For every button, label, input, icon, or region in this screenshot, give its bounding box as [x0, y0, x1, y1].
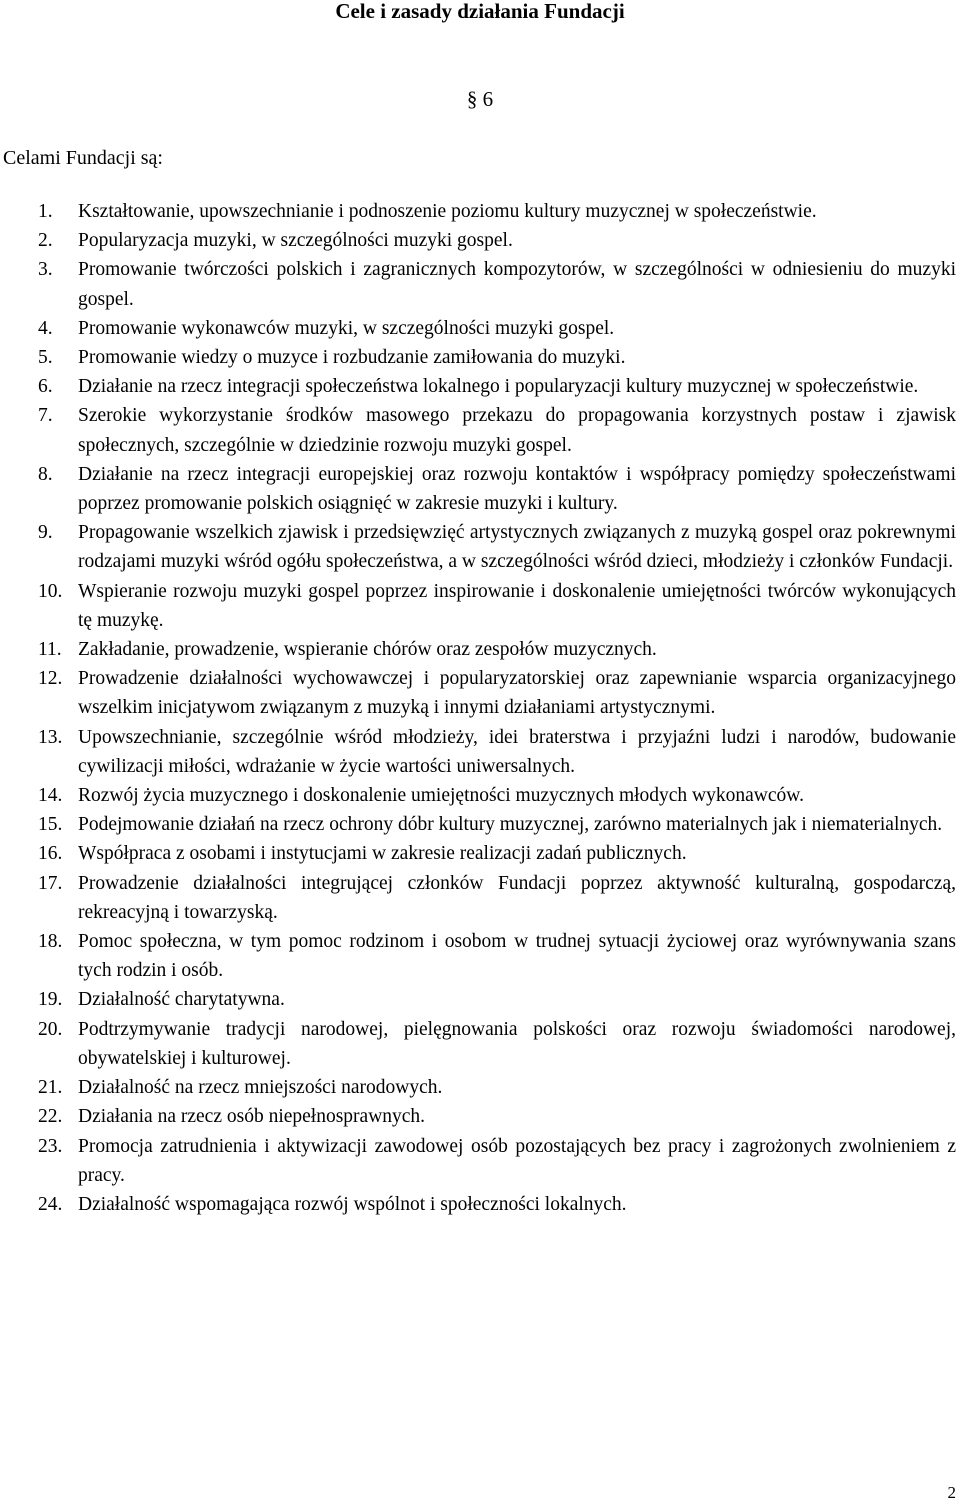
item-text: Promowanie twórczości polskich i zagranicznych kompozytorów, w szczególności w odniesieniu do muzyki gospel. — [78, 259, 956, 310]
item-text: Działania na rzecz osób niepełnosprawnych. — [78, 1106, 426, 1128]
item-number: 3. — [38, 259, 53, 281]
item-number: 6. — [38, 376, 53, 398]
list-item — [0, 314, 960, 343]
item-text: Wspieranie rozwoju muzyki gospel poprzez inspirowanie i doskonalenie umiejętności twórców wykonujących tę muzykę. — [78, 580, 956, 631]
intro-text: Celami Fundacji są: — [3, 147, 163, 169]
item-number: 23. — [38, 1135, 63, 1157]
list-item — [0, 810, 960, 839]
item-text: Działalność charytatywna. — [78, 989, 285, 1011]
item-number: 18. — [38, 931, 63, 953]
item-text: Promowanie wiedzy o muzyce i rozbudzanie zamiłowania do muzyki. — [78, 347, 626, 369]
list-item — [0, 869, 960, 927]
item-number: 12. — [38, 668, 63, 690]
list-item — [0, 372, 960, 401]
item-text: Działalność wspomagająca rozwój wspólnot i społeczności lokalnych. — [78, 1193, 627, 1215]
list-item — [0, 839, 960, 868]
item-number: 14. — [38, 785, 63, 807]
item-number: 5. — [38, 347, 53, 369]
page-number: 2 — [947, 1483, 956, 1502]
item-text: Działanie na rzecz integracji społeczeństwa lokalnego i popularyzacji kultury muzycznej w społeczeństwie. — [78, 376, 919, 398]
item-number: 1. — [38, 201, 53, 222]
item-text: Promocja zatrudnienia i aktywizacji zawodowej osób pozostających bez pracy i zagrożonych zwolnieniem z pracy. — [78, 1135, 956, 1186]
item-text: Upowszechnianie, szczególnie wśród młodzieży, idei braterstwa i przyjaźni ludzi i narodów, budowanie cywilizacji miłości, wdrażanie w życie wartości uniwersalnych. — [78, 726, 956, 777]
list-item — [0, 1102, 960, 1131]
item-number: 15. — [38, 814, 63, 836]
item-text: Propagowanie wszelkich zjawisk i przedsięwzięć artystycznych związanych z muzyką gospel oraz pokrewnymi rodzajami muzyki wśród ogółu społeczeństwa, a w szczególności wśród dzieci, młodzieży i członków Fundacji. — [78, 522, 956, 573]
item-number: 11. — [38, 639, 62, 661]
item-number: 16. — [38, 843, 63, 865]
item-number: 13. — [38, 726, 63, 748]
document-title: Cele i zasady działania Fundacji — [335, 0, 625, 23]
item-text: Popularyzacja muzyki, w szczególności muzyki gospel. — [78, 230, 513, 252]
item-text: Działalność na rzecz mniejszości narodowych. — [78, 1077, 443, 1099]
item-number: 20. — [38, 1018, 63, 1040]
item-number: 8. — [38, 463, 53, 485]
section-number: § 6 — [466, 87, 494, 111]
list-item — [0, 197, 960, 226]
item-text: Działanie na rzecz integracji europejskiej oraz rozwoju kontaktów i współpracy pomiędzy społeczeństwami poprzez promowanie polskich osiągnięć w zakresie muzyki i kultury. — [78, 463, 956, 515]
item-number: 2. — [38, 230, 53, 252]
list-item — [0, 577, 960, 635]
item-text: Rozwój życia muzycznego i doskonalenie umiejętności muzycznych młodych wykonawców. — [78, 785, 804, 807]
item-number: 4. — [38, 317, 53, 339]
item-text: Prowadzenie działalności wychowawczej i popularyzatorskiej oraz zapewnianie wsparcia organizacyjnego wszelkim inicjatywom związanym z muzyką i innymi działaniami artystycznymi. — [78, 668, 956, 719]
item-text: Prowadzenie działalności integrującej członków Fundacji poprzez aktywność kulturalną, gospodarczą, rekreacyjną i towarzyską. — [78, 872, 956, 923]
goals-list — [0, 197, 960, 1219]
list-item — [0, 1015, 960, 1073]
item-number: 22. — [38, 1106, 63, 1128]
item-text: Współpraca z osobami i instytucjami w zakresie realizacji zadań publicznych. — [78, 843, 687, 865]
item-text: Podtrzymywanie tradycji narodowej, pielęgnowania polskości oraz rozwoju świadomości narodowej, obywatelskiej i kulturowej. — [78, 1018, 956, 1069]
list-item — [0, 664, 960, 722]
list-item — [0, 723, 960, 781]
list-item — [0, 226, 960, 255]
item-number: 9. — [38, 522, 53, 544]
list-item — [0, 460, 960, 518]
item-text: Pomoc społeczna, w tym pomoc rodzinom i osobom w trudnej sytuacji życiowej oraz wyrównywania szans tych rodzin i osób. — [78, 931, 956, 982]
item-number: 7. — [38, 405, 53, 427]
list-item — [0, 635, 960, 664]
list-item — [0, 927, 960, 985]
list-item — [0, 518, 960, 576]
list-item — [0, 985, 960, 1014]
list-item — [0, 255, 960, 313]
item-number: 21. — [38, 1077, 63, 1099]
list-item — [0, 343, 960, 372]
item-text: Szerokie wykorzystanie środków masowego przekazu do propagowania korzystnych postaw i zjawisk społecznych, szczególnie w dziedzinie rozwoju muzyki gospel. — [78, 405, 956, 456]
item-text: Kształtowanie, upowszechnianie i podnoszenie poziomu kultury muzycznej w społeczeństwie. — [78, 201, 817, 222]
item-text: Podejmowanie działań na rzecz ochrony dóbr kultury muzycznej, zarówno materialnych jak i niematerialnych. — [78, 814, 943, 836]
item-text: Promowanie wykonawców muzyki, w szczególności muzyki gospel. — [78, 317, 615, 339]
list-item — [0, 401, 960, 459]
item-number: 24. — [38, 1193, 63, 1215]
item-text: Zakładanie, prowadzenie, wspieranie chórów oraz zespołów muzycznych. — [78, 639, 657, 661]
item-number: 19. — [38, 989, 63, 1011]
item-number: 17. — [38, 872, 63, 894]
list-item — [0, 781, 960, 810]
item-number: 10. — [38, 580, 63, 602]
list-item — [0, 1073, 960, 1102]
list-item — [0, 1190, 960, 1219]
list-item — [0, 1132, 960, 1190]
